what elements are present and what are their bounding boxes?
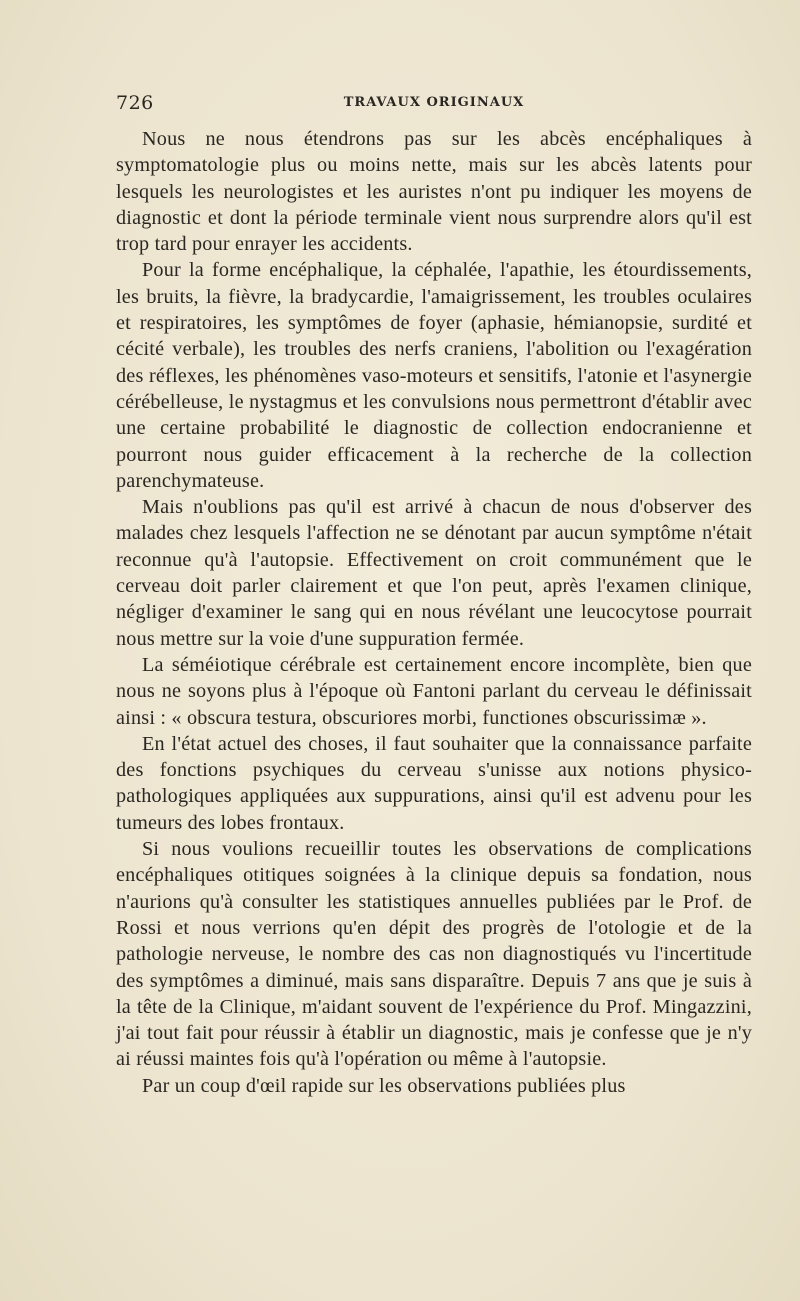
running-head: TRAVAUX ORIGINAUX xyxy=(343,95,525,110)
paragraph-observations-clinique: Si nous voulions recueillir toutes les observations de complications encéphaliques otitiques soignées à la clinique depuis sa fondation, nous n'aurions qu'à consulter les statistiques annuelles publiées par le Prof. de Rossi et nous verrions qu'en dépit des progrès de l'otologie et de la pathologie nerveuse, le nombre des cas non diagnostiqués vu l'incertitude des symptômes a diminué, mais sans disparaître. Depuis 7 ans que je suis à la tête de la Clinique, m'aidant souvent de l'expérience du Prof. Mingazzini, j'ai tout fait pour réussir à établir un diagnostic, mais je confesse que je n'y ai réussi maintes fois qu'à l'opération ou même à l'autopsie. xyxy=(116,838,752,1071)
paragraph-etat-actuel: En l'état actuel des choses, il faut souhaiter que la connaissance parfaite des fonctions psychiques du cerveau s'unisse aux notions physico-pathologiques appliquées aux suppurations, ainsi qu'il est advenu pour les tumeurs des lobes frontaux. xyxy=(116,732,752,834)
page-header xyxy=(116,92,752,116)
page-number: 726 xyxy=(116,92,154,114)
body-text xyxy=(116,126,752,1099)
paragraph-forme-encephalique: Pour la forme encéphalique, la céphalée, l'apathie, les étourdissements, les bruits, la fièvre, la bradycardie, l'amaigrissement, les troubles oculaires et respiratoires, les symptômes de foyer (aphasie, hémianopsie, surdité et cécité verbale), les troubles des nerfs craniens, l'abolition ou l'exagération des réflexes, les phénomènes vaso-moteurs et sensitifs, l'atonie et l'asynergie cérébelleuse, le nystagmus et les convulsions nous permettront d'établir avec une certaine probabilité le diagnostic de collection endocranienne et pourront nous guider efficacement à la recherche de la collection parenchymateuse. xyxy=(116,259,752,492)
paragraph-autopsie: Mais n'oublions pas qu'il est arrivé à chacun de nous d'observer des malades chez lesquels l'affection ne se dénotant par aucun symptôme n'était reconnue qu'à l'autopsie. Effectivement on croit communément que le cerveau doit parler clairement et que l'on peut, après l'examen clinique, négliger d'examiner le sang qui en nous révélant une leucocytose pourrait nous mettre sur la voie d'une suppuration fermée. xyxy=(116,496,752,650)
paragraph-semeiotique: La séméiotique cérébrale est certainement encore incomplète, bien que nous ne soyons plus à l'époque où Fantoni parlant du cerveau le définissait ainsi : « obscura testura, obscuriores morbi, functiones obscurissimæ ». xyxy=(116,653,752,729)
paragraph-abces-latents: Nous ne nous étendrons pas sur les abcès encéphaliques à symptomatologie plus ou moins nette, mais sur les abcès latents pour lesquels les neurologistes et les auristes n'ont pu indiquer les moyens de diagnostic et dont la période terminale vient nous surprendre alors qu'il est trop tard pour enrayer les accidents. xyxy=(116,128,752,256)
paragraph-coup-d-oeil: Par un coup d'œil rapide sur les observations publiées plus xyxy=(142,1074,626,1097)
